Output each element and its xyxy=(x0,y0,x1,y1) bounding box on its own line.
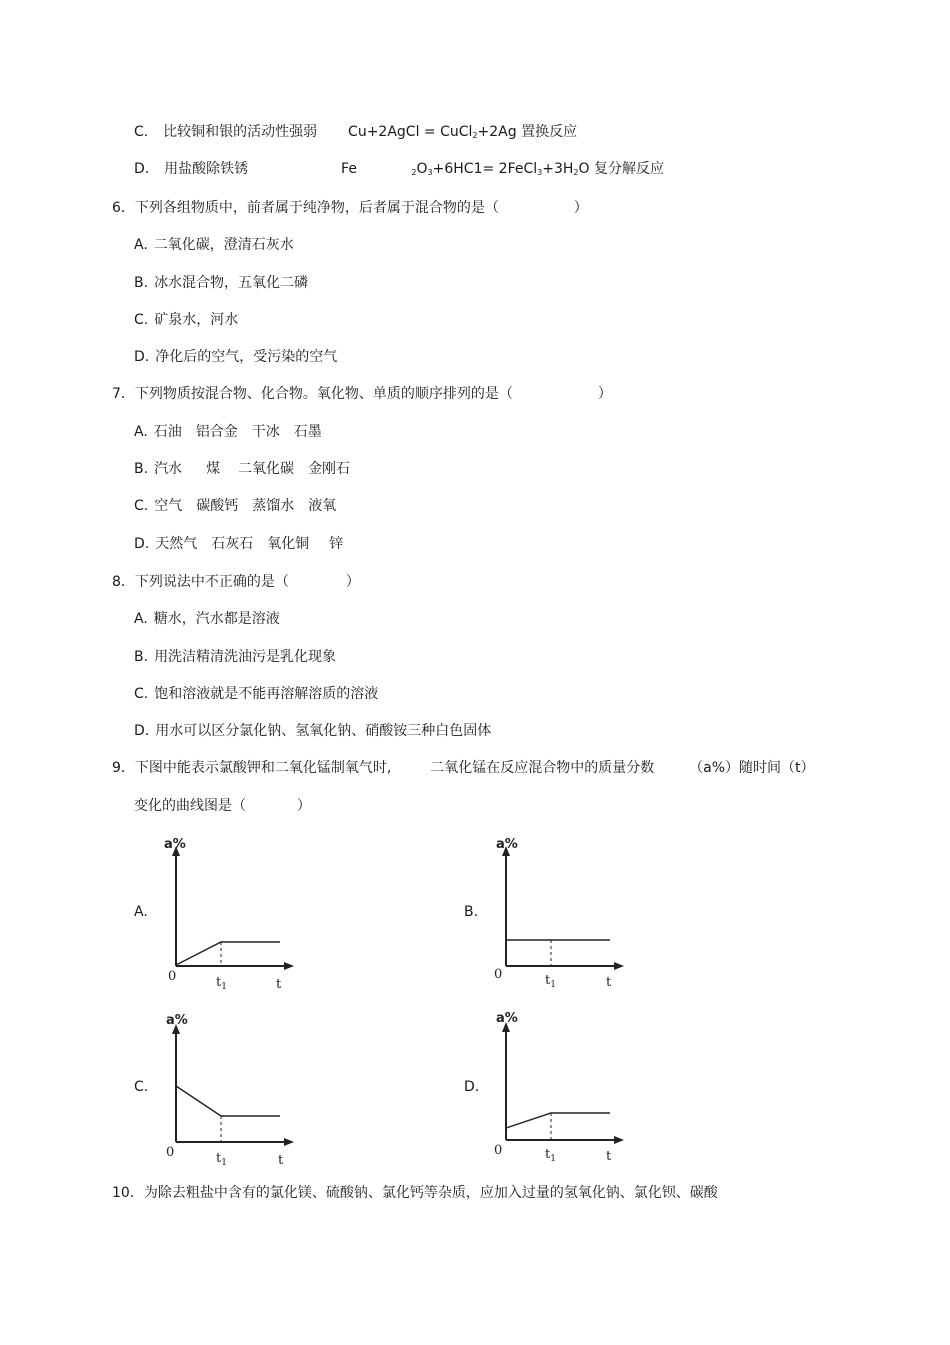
t1-label: $t_1$ xyxy=(545,1147,556,1164)
option-item: 天然气 xyxy=(155,536,198,552)
graph-b xyxy=(488,834,638,994)
origin-label: 0 xyxy=(168,969,177,984)
x-axis-arrow xyxy=(284,1138,294,1146)
q5-option-c xyxy=(134,122,577,146)
equation-left: Cu+2AgCl xyxy=(348,124,420,140)
q8-stem xyxy=(112,572,360,592)
x-axis-label: t xyxy=(606,975,612,990)
y-axis-label: a% xyxy=(164,837,186,852)
question-text: 二氧化锰在反应混合物中的质量分数 xyxy=(430,760,655,776)
x-axis-arrow xyxy=(614,962,624,970)
option-item: 石墨 xyxy=(293,424,322,440)
x-axis-label: t xyxy=(606,1149,612,1164)
option-item: 铝合金 xyxy=(195,424,238,440)
option-text: 净化后的空气，受污染的空气 xyxy=(155,349,338,365)
y-axis-label: a% xyxy=(166,1013,188,1028)
equation-right: = CuCl xyxy=(423,124,473,140)
question-text: 10．为除去粗盐中含有的氯化镁、硫酸钠、氯化钙等杂质，应加入过量的氢氧化钠、氯化钡、碳酸 xyxy=(112,1185,718,1201)
equation-product: +3H xyxy=(542,161,574,177)
option-item: 石灰石 xyxy=(211,536,254,552)
option-text: 比较铜和银的活动性强弱 xyxy=(163,124,318,140)
reaction-type: 复分解反应 xyxy=(593,161,664,177)
q6-option-a xyxy=(134,235,294,255)
q10-stem xyxy=(112,1183,718,1203)
option-item: 氧化铜 xyxy=(267,536,310,552)
q7-option-c xyxy=(134,496,336,516)
graph-d xyxy=(488,1008,638,1168)
option-text: 冰水混合物，五氧化二磷 xyxy=(154,275,309,291)
q6-option-d xyxy=(134,347,337,367)
answer-bracket-close: ） xyxy=(345,574,360,590)
option-text: 用洗洁精清洗油污是乳化现象 xyxy=(154,649,337,665)
q8-option-a xyxy=(134,609,280,629)
option-item: 石油 xyxy=(153,424,182,440)
equation-product: +2Ag xyxy=(477,124,517,140)
curve xyxy=(506,1113,610,1128)
q7-stem xyxy=(112,384,612,404)
q9-stem xyxy=(112,758,815,778)
answer-bracket-close: ） xyxy=(597,386,612,402)
subscript: 2 xyxy=(573,168,579,177)
subscript: 2 xyxy=(472,131,478,140)
t1-label: $t_1$ xyxy=(216,975,227,992)
question-text: 8．下列说法中不正确的是（ xyxy=(112,574,289,590)
q6-option-c xyxy=(134,310,238,330)
option-letter: A. xyxy=(134,237,148,253)
subscript: 2 xyxy=(411,168,417,177)
subscript: 3 xyxy=(537,168,543,177)
subscript: 3 xyxy=(427,168,433,177)
option-item: 碳酸钙 xyxy=(196,498,239,514)
graph-b-letter: B. xyxy=(464,904,479,920)
option-text: 饱和溶液就是不能再溶解溶质的溶液 xyxy=(154,686,379,702)
x-axis-arrow xyxy=(284,962,294,970)
option-letter: C. xyxy=(134,498,149,514)
option-letter: D. xyxy=(134,723,150,739)
option-item: 汽水 xyxy=(154,461,183,477)
option-item: 干冰 xyxy=(251,424,280,440)
graph-a-letter: A. xyxy=(134,904,148,920)
question-text: 7．下列物质按混合物、化合物。氧化物、单质的顺序排列的是（ xyxy=(112,386,513,402)
q6-stem xyxy=(112,198,588,218)
origin-label: 0 xyxy=(494,1143,503,1158)
y-axis-label: a% xyxy=(496,1011,518,1026)
question-text: （a%）随时间（t） xyxy=(689,760,815,776)
graph-c-letter: C. xyxy=(134,1079,149,1095)
option-item: 二氧化碳 xyxy=(238,461,295,477)
equation-fe: Fe xyxy=(341,161,357,177)
equation-right: = 2FeCl xyxy=(482,161,538,177)
question-text: 变化的曲线图是（ xyxy=(134,798,246,814)
option-letter: D. xyxy=(134,349,150,365)
option-letter: B. xyxy=(134,649,149,665)
option-text: 用盐酸除铁锈 xyxy=(164,161,249,177)
graph-d-letter: D. xyxy=(464,1079,480,1095)
option-letter: C. xyxy=(134,686,149,702)
question-text: 6．下列各组物质中，前者属于纯净物，后者属于混合物的是（ xyxy=(112,200,499,216)
equation-water: O xyxy=(578,161,590,177)
option-text: 用水可以区分氯化钠、氢氧化钠、硝酸铵三种白色固体 xyxy=(155,723,492,739)
t1-label: $t_1$ xyxy=(545,973,556,990)
x-axis-arrow xyxy=(614,1136,624,1144)
option-letter: B. xyxy=(134,461,149,477)
option-letter: A. xyxy=(134,611,148,627)
equation-o: O xyxy=(416,161,428,177)
option-item: 蒸馏水 xyxy=(252,498,295,514)
origin-label: 0 xyxy=(494,967,503,982)
question-text: 9．下图中能表示氯酸钾和二氧化锰制氧气时, xyxy=(112,760,392,776)
q8-option-b xyxy=(134,647,336,667)
q5-option-d xyxy=(134,159,664,183)
q8-option-d xyxy=(134,721,491,741)
option-letter: D. xyxy=(134,161,150,177)
q9-stem-line2 xyxy=(134,796,311,816)
origin-label: 0 xyxy=(166,1145,175,1160)
equation-left: +6HC1 xyxy=(432,161,483,177)
option-letter: B. xyxy=(134,275,149,291)
q7-option-b xyxy=(134,459,350,479)
answer-bracket-close: ） xyxy=(573,200,588,216)
option-text: 二氧化碳，澄清石灰水 xyxy=(153,237,294,253)
option-item: 液氧 xyxy=(308,498,337,514)
option-letter: A. xyxy=(134,424,148,440)
curve xyxy=(176,1086,280,1116)
q8-option-c xyxy=(134,684,378,704)
x-axis-label: t xyxy=(276,977,282,992)
option-item: 煤 xyxy=(206,461,221,477)
option-letter: D. xyxy=(134,536,150,552)
q7-option-d xyxy=(134,534,343,554)
curve xyxy=(176,942,280,965)
q6-option-b xyxy=(134,273,308,293)
option-text: 矿泉水，河水 xyxy=(154,312,239,328)
option-letter: C. xyxy=(134,312,149,328)
reaction-type: 置换反应 xyxy=(521,124,578,140)
graph-a xyxy=(158,834,308,994)
option-letter: C. xyxy=(134,124,149,140)
x-axis-label: t xyxy=(278,1153,284,1168)
option-item: 锌 xyxy=(329,536,344,552)
q7-option-a xyxy=(134,422,322,442)
answer-bracket-close: ） xyxy=(296,798,311,814)
y-axis-label: a% xyxy=(496,837,518,852)
option-item: 空气 xyxy=(154,498,183,514)
option-item: 金刚石 xyxy=(308,461,351,477)
graph-c xyxy=(158,1008,308,1168)
option-text: 糖水，汽水都是溶液 xyxy=(153,611,280,627)
t1-label: $t_1$ xyxy=(216,1151,227,1168)
